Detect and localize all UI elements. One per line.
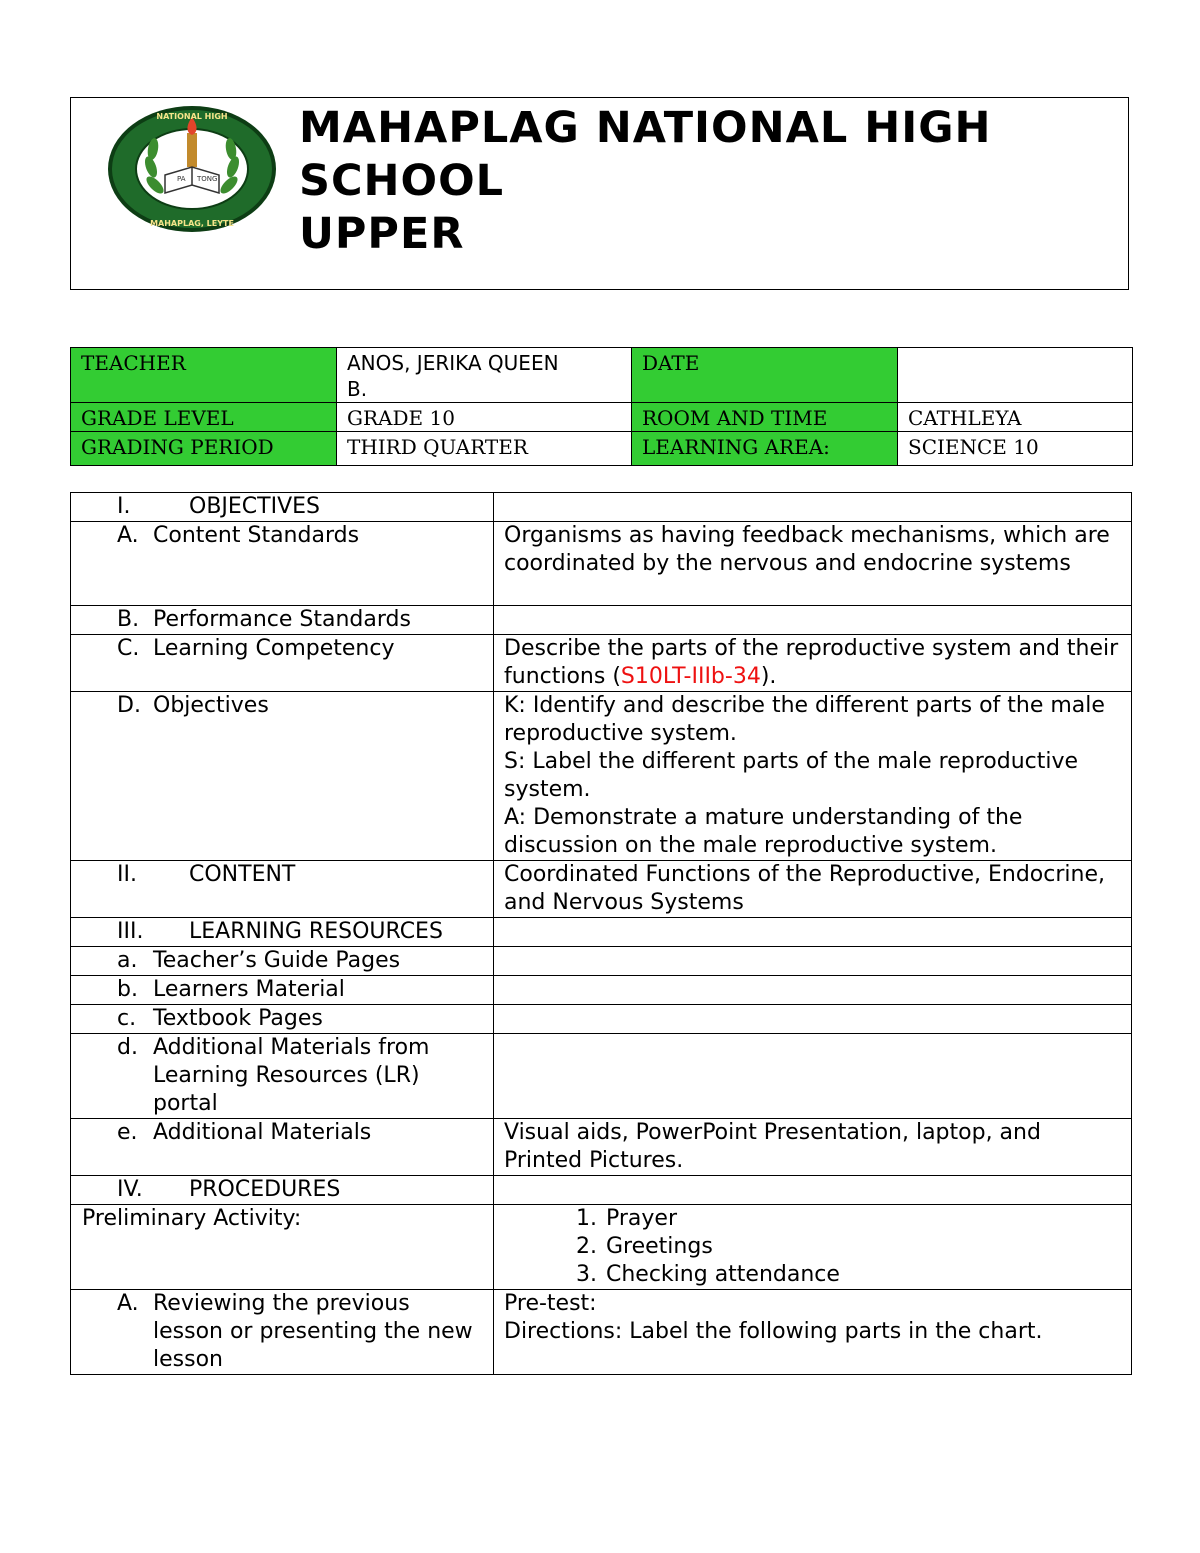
lesson-plan-table	[70, 492, 1132, 1375]
preliminary-activity-label: Preliminary Activity:	[71, 1205, 494, 1290]
content-value: Coordinated Functions of the Reproductive, Endocrine, and Nervous Systems	[494, 861, 1132, 918]
school-name-line: UPPER	[299, 209, 465, 259]
section-title: LEARNING RESOURCES	[189, 919, 443, 944]
learning-area-label: LEARNING AREA:	[632, 432, 898, 466]
objective-attitude: A: Demonstrate a mature understanding of the discussion on the male reproductive system.	[504, 805, 1023, 858]
lr-portal-value	[494, 1034, 1132, 1119]
section-number: III.	[117, 919, 144, 944]
learners-material-value	[494, 976, 1132, 1005]
item-label: Learning Competency	[153, 636, 395, 661]
objectives-value	[494, 493, 1132, 522]
learning-competency-label	[71, 635, 494, 692]
list-text: Greetings	[606, 1234, 713, 1259]
teacher-name-line: ANOS, JERIKA QUEEN	[347, 351, 559, 375]
objective-skill: S: Label the different parts of the male reproductive system.	[504, 749, 1079, 802]
competency-code: S10LT-IIIb-34	[620, 664, 761, 689]
room-time-label: ROOM AND TIME	[632, 403, 898, 432]
item-label: Objectives	[153, 693, 269, 718]
item-label: Additional Materials from Learning Resources (LR) portal	[153, 1035, 430, 1116]
date-label: DATE	[632, 348, 898, 403]
item-marker: A.	[117, 1291, 139, 1316]
list-item	[576, 1205, 1121, 1233]
grading-period-value: THIRD QUARTER	[337, 432, 632, 466]
section-title: CONTENT	[189, 862, 296, 887]
learning-competency-value	[494, 635, 1132, 692]
performance-standards-label	[71, 606, 494, 635]
list-item	[576, 1233, 1121, 1261]
item-label: Additional Materials	[153, 1120, 372, 1145]
teachers-guide-label	[71, 947, 494, 976]
grade-level-label: GRADE LEVEL	[71, 403, 337, 432]
item-label: Performance Standards	[153, 607, 411, 632]
reviewing-lesson-label	[71, 1290, 494, 1375]
teacher-name-line: B.	[347, 377, 368, 401]
lesson-info-table	[70, 347, 1133, 466]
school-name	[299, 102, 992, 261]
content-standards-value: Organisms as having feedback mechanisms, which are coordinated by the nervous and endocrine systems	[494, 522, 1132, 606]
performance-standards-value	[494, 606, 1132, 635]
item-marker: B.	[117, 607, 140, 632]
grade-level-value: GRADE 10	[337, 403, 632, 432]
item-label: Textbook Pages	[153, 1006, 323, 1031]
item-marker: D.	[117, 693, 141, 718]
list-text: Prayer	[606, 1206, 678, 1231]
school-seal-icon	[107, 105, 277, 233]
item-marker: A.	[117, 523, 139, 548]
section-number: IV.	[117, 1177, 143, 1202]
section-number: I.	[117, 494, 131, 519]
school-name-line: MAHAPLAG NATIONAL HIGH	[299, 103, 992, 153]
room-time-value: CATHLEYA	[898, 403, 1133, 432]
list-number: 3.	[576, 1262, 597, 1287]
item-marker: a.	[117, 948, 138, 973]
item-label: Content Standards	[153, 523, 360, 548]
section-title: OBJECTIVES	[189, 494, 321, 519]
school-name-line: SCHOOL	[299, 156, 505, 206]
content-heading	[71, 861, 494, 918]
list-number: 2.	[576, 1234, 597, 1259]
textbook-pages-label	[71, 1005, 494, 1034]
list-item	[576, 1261, 1121, 1289]
list-number: 1.	[576, 1206, 597, 1231]
objectives-list	[494, 692, 1132, 861]
content-standards-label	[71, 522, 494, 606]
objective-knowledge: K: Identify and describe the different parts of the male reproductive system.	[504, 693, 1105, 746]
item-label: Teacher’s Guide Pages	[153, 948, 401, 973]
svg-text:MAHAPLAG, LEYTE: MAHAPLAG, LEYTE	[150, 219, 234, 228]
date-value	[898, 348, 1133, 403]
learning-resources-value	[494, 918, 1132, 947]
grading-period-label: GRADING PERIOD	[71, 432, 337, 466]
section-number: II.	[117, 862, 137, 887]
textbook-pages-value	[494, 1005, 1132, 1034]
pretest-title: Pre-test:	[504, 1291, 597, 1316]
competency-text: Describe the parts of the reproductive system and their functions (	[504, 636, 1119, 689]
item-marker: c.	[117, 1006, 137, 1031]
teacher-label: TEACHER	[71, 348, 337, 403]
school-header	[70, 97, 1129, 290]
learning-area-value: SCIENCE 10	[898, 432, 1133, 466]
svg-text:PA: PA	[177, 175, 186, 183]
additional-materials-value: Visual aids, PowerPoint Presentation, laptop, and Printed Pictures.	[494, 1119, 1132, 1176]
objectives-label	[71, 692, 494, 861]
item-marker: e.	[117, 1120, 138, 1145]
list-text: Checking attendance	[606, 1262, 840, 1287]
teachers-guide-value	[494, 947, 1132, 976]
preliminary-activity-list	[494, 1205, 1132, 1290]
reviewing-lesson-value	[494, 1290, 1132, 1375]
item-marker: C.	[117, 636, 140, 661]
svg-text:NATIONAL HIGH: NATIONAL HIGH	[156, 112, 228, 121]
procedures-heading	[71, 1176, 494, 1205]
objectives-heading	[71, 493, 494, 522]
item-marker: b.	[117, 977, 138, 1002]
svg-text:TONG: TONG	[197, 175, 218, 183]
teacher-value	[337, 348, 632, 403]
lr-portal-label	[71, 1034, 494, 1119]
learning-resources-heading	[71, 918, 494, 947]
pretest-directions: Directions: Label the following parts in the chart.	[504, 1319, 1043, 1344]
item-label: Reviewing the previous lesson or presenting the new lesson	[153, 1291, 473, 1372]
section-title: PROCEDURES	[189, 1177, 341, 1202]
learners-material-label	[71, 976, 494, 1005]
additional-materials-label	[71, 1119, 494, 1176]
item-label: Learners Material	[153, 977, 345, 1002]
competency-text-end: ).	[760, 664, 777, 689]
procedures-value	[494, 1176, 1132, 1205]
item-marker: d.	[117, 1035, 138, 1060]
